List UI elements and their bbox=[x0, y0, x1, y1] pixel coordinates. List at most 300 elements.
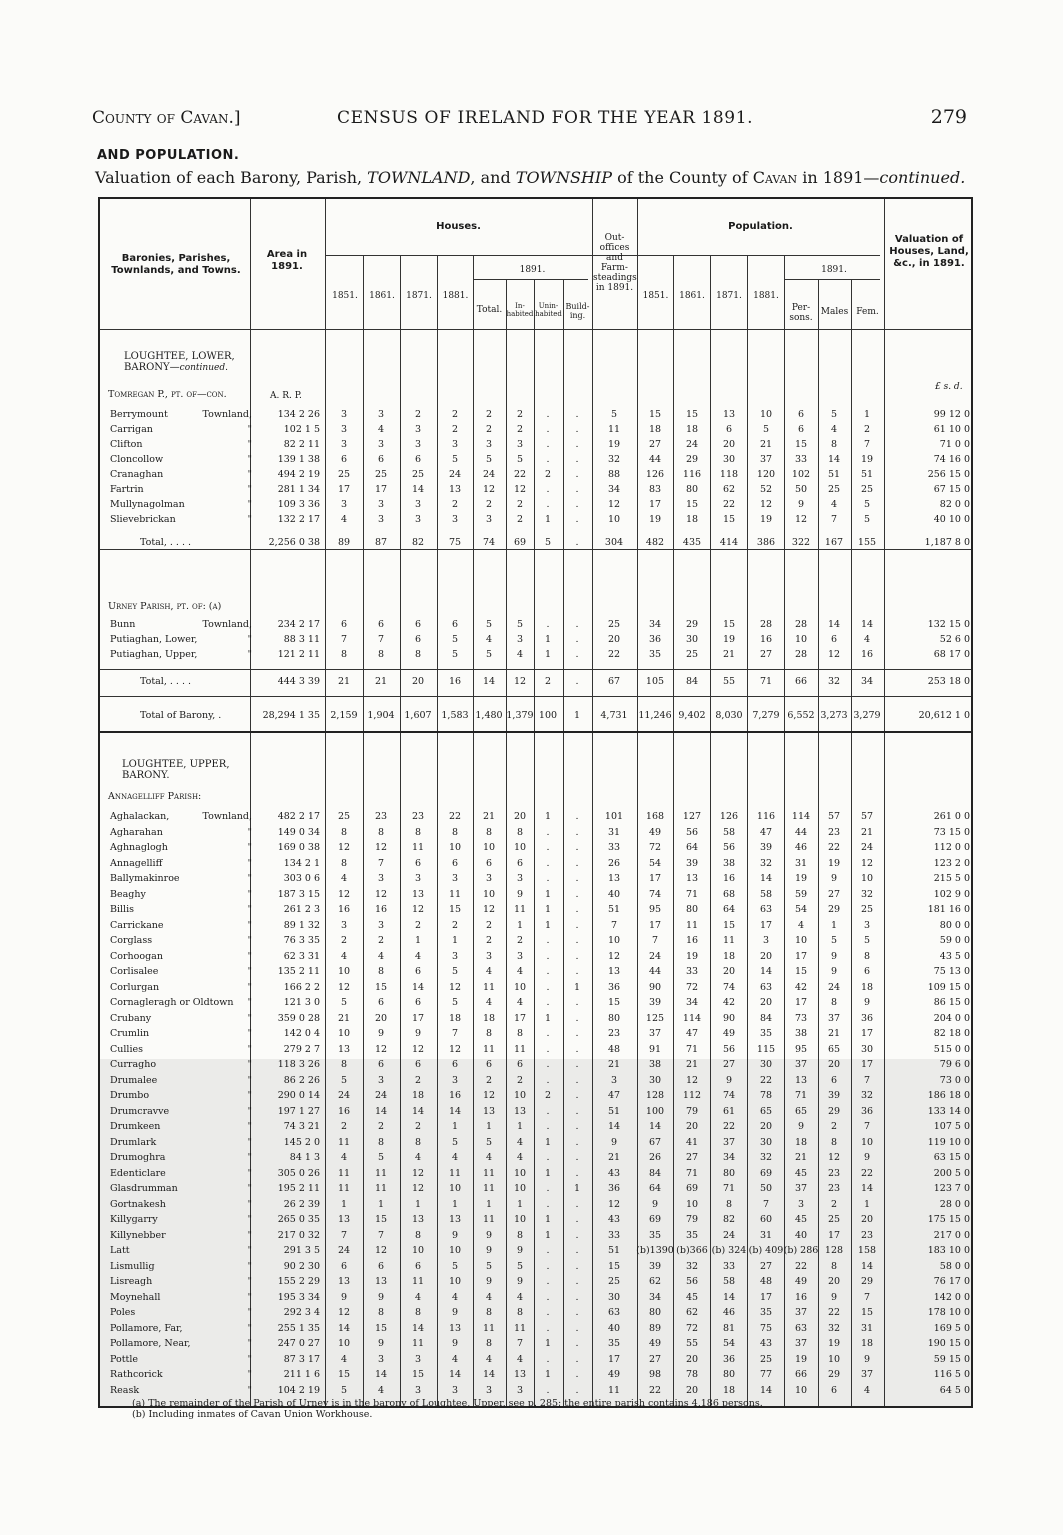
cell: 33 bbox=[722, 1260, 736, 1272]
cell: 128 bbox=[645, 1090, 665, 1101]
cell: 1 bbox=[377, 1198, 385, 1210]
cell: 142 0 0 bbox=[933, 1291, 970, 1303]
cell: (b)1390 bbox=[636, 1245, 674, 1256]
cell: 82 0 0 bbox=[939, 499, 970, 510]
cell: 281 1 34 bbox=[277, 484, 320, 495]
cell: 34 bbox=[648, 1291, 662, 1303]
cell: . bbox=[546, 424, 550, 435]
cell: 8 bbox=[377, 966, 385, 977]
cell: 10 bbox=[759, 409, 773, 420]
cell: 10 bbox=[513, 1167, 527, 1179]
cell: 63 bbox=[759, 904, 773, 915]
cell: 200 5 0 bbox=[933, 1167, 970, 1179]
table-row: Cloncollow " 139 1 38 6 6 6 5 5 5 . . 32 44 29 30 37 33 14 19 74 16 0 bbox=[110, 454, 970, 465]
area-units: A. R. P. bbox=[270, 391, 302, 401]
cell: 3 bbox=[414, 424, 422, 435]
cell: 10 bbox=[685, 1198, 699, 1210]
cell: 1 bbox=[544, 649, 552, 660]
cell: 78 bbox=[759, 1090, 773, 1101]
cell: 1 bbox=[451, 935, 459, 946]
pop-persons: Per-sons. bbox=[789, 303, 813, 323]
cell: 128 bbox=[824, 1245, 844, 1256]
cell: 39 bbox=[648, 1260, 662, 1272]
table-row: Carrigan " 102 1 5 3 4 3 2 2 2 . . 11 18 18 6 5 6 4 2 61 10 0 bbox=[110, 424, 970, 435]
houses-1891: 1891. bbox=[519, 265, 546, 275]
cell: 10 bbox=[860, 873, 874, 884]
cell: 3 bbox=[414, 439, 422, 450]
cell: 68 17 0 bbox=[933, 649, 970, 660]
cell: 62 3 31 bbox=[283, 950, 320, 962]
cell: 29 bbox=[827, 904, 841, 915]
cell: 75 13 0 bbox=[933, 966, 970, 977]
cell: 17 bbox=[860, 1059, 874, 1070]
cell: 20,612 1 0 bbox=[918, 710, 970, 721]
table-subtitle: Valuation of each Barony, Parish, TOWNLAND, and TOWNSHIP of the County of Cavan in 1891—continued. bbox=[95, 168, 966, 187]
cell: 14 bbox=[448, 1369, 462, 1380]
cell: 3 bbox=[340, 409, 348, 420]
cell: 5 bbox=[451, 1260, 459, 1272]
table-row: Clifton " 82 2 11 3 3 3 3 3 3 . . 19 27 24 20 21 15 8 7 71 0 0 bbox=[110, 439, 970, 450]
cell: 123 2 0 bbox=[933, 857, 970, 869]
cell: 27 bbox=[759, 1260, 773, 1272]
cell: 10 bbox=[513, 1090, 527, 1101]
cell: 178 10 0 bbox=[927, 1307, 970, 1318]
cell: 5 bbox=[516, 454, 524, 465]
cell: 67 bbox=[648, 1136, 662, 1148]
cell: 10 bbox=[337, 1338, 351, 1349]
cell: . bbox=[575, 1043, 579, 1055]
cell: 17 bbox=[411, 1012, 425, 1024]
cell: 27 bbox=[759, 649, 773, 660]
cell: 261 0 0 bbox=[933, 811, 970, 822]
cell: 12 bbox=[759, 499, 773, 510]
cell: 21 bbox=[607, 1152, 621, 1163]
cell: 74 bbox=[722, 1090, 736, 1101]
table-row: Cornagleragh or Oldtown " 121 3 0 5 6 6 5 4 4 . . 15 39 34 42 20 17 8 9 86 15 0 bbox=[110, 997, 970, 1008]
cell: 4 bbox=[516, 966, 524, 977]
cell: 16 bbox=[374, 904, 388, 915]
cell: 155 2 29 bbox=[277, 1276, 320, 1287]
cell: 71 bbox=[685, 1043, 699, 1055]
cell: 17 bbox=[337, 484, 351, 495]
cell: 18 bbox=[411, 1090, 425, 1101]
cell: 1 bbox=[544, 1369, 552, 1380]
cell: 134 2 1 bbox=[283, 857, 320, 869]
cell: 414 bbox=[719, 537, 739, 548]
cell: 5 bbox=[863, 499, 871, 510]
cell: 10 bbox=[448, 1183, 462, 1194]
table-row: Lisreagh " 155 2 29 13 13 11 10 9 9 . . 25 62 56 58 48 49 20 29 76 17 0 bbox=[110, 1276, 970, 1287]
cell: 2 bbox=[414, 409, 422, 420]
cell: 3 bbox=[377, 1353, 385, 1365]
cell: 25 bbox=[411, 469, 425, 480]
cell: 24 bbox=[448, 469, 462, 480]
cell: 3 bbox=[414, 1353, 422, 1365]
cell: . bbox=[546, 1276, 550, 1287]
cell: 6 bbox=[414, 997, 422, 1008]
cell: 1 bbox=[451, 1198, 459, 1210]
cell: 102 1 5 bbox=[283, 424, 320, 435]
cell: . bbox=[546, 1291, 550, 1303]
cell: 22 bbox=[794, 1260, 808, 1272]
cell: 66 bbox=[794, 676, 808, 687]
total-label: Total of Barony, . bbox=[140, 710, 222, 721]
cell: . bbox=[575, 888, 579, 900]
cell: 7 bbox=[340, 634, 348, 645]
cell: 49 bbox=[648, 826, 662, 838]
cell: 64 bbox=[685, 842, 699, 853]
cell: 2 bbox=[377, 1121, 385, 1132]
cell: 2,159 bbox=[330, 710, 358, 721]
cell: 3 bbox=[377, 409, 385, 420]
pop-males: Males bbox=[820, 307, 849, 317]
cell: 71 bbox=[685, 1167, 699, 1179]
cell: . bbox=[546, 857, 550, 869]
cell: . bbox=[546, 1028, 550, 1039]
cell: 3 bbox=[340, 439, 348, 450]
cell: 25 bbox=[860, 484, 874, 495]
cell: 6 bbox=[340, 454, 348, 465]
cell: 14 bbox=[759, 873, 773, 884]
cell: 10 bbox=[513, 842, 527, 853]
cell: 8 bbox=[340, 826, 348, 838]
cell: 190 15 0 bbox=[927, 1338, 970, 1349]
cell: 22 bbox=[513, 469, 527, 480]
cell: 19 bbox=[685, 950, 699, 962]
cell: 44 bbox=[794, 826, 808, 838]
cell: 82 18 0 bbox=[933, 1028, 970, 1039]
cell: 4 bbox=[485, 1353, 493, 1365]
cell: 5 bbox=[340, 997, 348, 1008]
cell: 9 bbox=[651, 1198, 659, 1210]
cell: 2 bbox=[377, 935, 385, 946]
cell: 4 bbox=[340, 1152, 348, 1163]
cell: 58 bbox=[722, 826, 736, 838]
cell: 3 bbox=[451, 1384, 459, 1396]
cell: 25 bbox=[685, 649, 699, 660]
cell: 14 bbox=[411, 1105, 425, 1117]
cell: 29 bbox=[827, 1105, 841, 1117]
cell: 14 bbox=[448, 1105, 462, 1117]
cell: 30 bbox=[607, 1291, 621, 1303]
cell: 17 bbox=[759, 919, 773, 931]
cell: 134 2 26 bbox=[277, 409, 320, 420]
cell: 90 bbox=[722, 1012, 736, 1024]
cell: 14 bbox=[860, 1183, 874, 1194]
cell: 3 bbox=[516, 634, 524, 645]
running-header bbox=[92, 108, 967, 134]
cell: 102 9 0 bbox=[933, 888, 970, 900]
cell: 67 15 0 bbox=[933, 484, 970, 495]
cell: 89 1 32 bbox=[283, 919, 320, 931]
cell: 31 bbox=[860, 1322, 874, 1334]
cell: 15 bbox=[374, 981, 388, 993]
cell: 81 bbox=[722, 1322, 736, 1334]
cell: 31 bbox=[794, 857, 808, 869]
table-row: Drumoghra " 84 1 3 4 5 4 4 4 4 . . 21 26 27 34 32 21 12 9 63 15 0 bbox=[110, 1152, 970, 1163]
cell: 56 bbox=[685, 1276, 699, 1287]
cell: 2,256 0 38 bbox=[268, 537, 320, 548]
cell: 9 bbox=[830, 1291, 838, 1303]
cell: 9 bbox=[377, 1028, 385, 1039]
cell: 11 bbox=[411, 1338, 425, 1349]
cell: 21 bbox=[860, 826, 874, 838]
cell: 84 bbox=[759, 1012, 773, 1024]
cell: 217 0 0 bbox=[933, 1229, 970, 1241]
cell: 35 bbox=[685, 1229, 699, 1241]
cell: 11 bbox=[607, 424, 621, 435]
cell: 4 bbox=[377, 424, 385, 435]
cell: 39 bbox=[827, 1090, 841, 1101]
cell: 82 bbox=[411, 537, 425, 548]
cell: 126 bbox=[719, 811, 739, 822]
cell: . bbox=[575, 873, 579, 884]
cell: 265 0 35 bbox=[277, 1214, 320, 1225]
cell: 11 bbox=[374, 1183, 388, 1194]
cell: 10 bbox=[513, 981, 527, 993]
cell: 116 bbox=[682, 469, 702, 480]
cell: 8 bbox=[516, 1307, 524, 1318]
cell: . bbox=[575, 439, 579, 450]
cell: 37 bbox=[794, 1183, 808, 1194]
cell: 18 bbox=[482, 1012, 496, 1024]
cell: 15 bbox=[722, 619, 736, 630]
cell: 39 bbox=[648, 997, 662, 1008]
col-header-name: Baronies, Parishes, Townlands, and Towns. bbox=[111, 253, 241, 276]
cell: 17 bbox=[794, 950, 808, 962]
cell: 7 bbox=[340, 1229, 348, 1241]
cell: 1 bbox=[414, 935, 422, 946]
cell: 22 bbox=[648, 1384, 662, 1396]
cell: 69 bbox=[685, 1183, 699, 1194]
cell: 54 bbox=[794, 904, 808, 915]
cell: 28 bbox=[794, 649, 808, 660]
cell: 34 bbox=[648, 619, 662, 630]
cell: . bbox=[546, 1074, 550, 1086]
cell: 36 bbox=[722, 1353, 736, 1365]
cell: 73 15 0 bbox=[933, 826, 970, 838]
cell: 32 bbox=[685, 1260, 699, 1272]
cell: 261 2 3 bbox=[283, 904, 320, 915]
cell: 2 bbox=[414, 919, 422, 931]
cell: 2 bbox=[485, 1074, 493, 1086]
cell: 247 0 27 bbox=[277, 1338, 320, 1349]
cell: 14 bbox=[722, 1291, 736, 1303]
pop-1891: 1891. bbox=[821, 265, 847, 275]
cell: 204 0 0 bbox=[933, 1012, 970, 1024]
cell: 23 bbox=[607, 1028, 621, 1039]
cell: 38 bbox=[794, 1028, 808, 1039]
cell: . bbox=[546, 935, 550, 946]
cell: 8 bbox=[340, 857, 348, 869]
cell: . bbox=[575, 514, 579, 525]
val-units: £ s. d. bbox=[935, 382, 963, 392]
cell: (b) 286 bbox=[783, 1245, 819, 1256]
cell: 17 bbox=[648, 919, 662, 931]
cell: 22 bbox=[759, 1074, 773, 1086]
cell: 4 bbox=[451, 1152, 459, 1163]
cell: 11 bbox=[411, 1276, 425, 1287]
cell: 10 bbox=[513, 1183, 527, 1194]
cell: 2 bbox=[830, 1121, 838, 1132]
col-header-valuation: Valuation of Houses, Land, &c., in 1891. bbox=[889, 234, 969, 269]
cell: 61 bbox=[722, 1105, 736, 1117]
cell: 123 7 0 bbox=[933, 1183, 970, 1194]
cell: 71 bbox=[685, 888, 699, 900]
table-row: Drumcravve " 197 1 27 16 14 14 14 13 13 . . 51 100 79 61 65 65 29 36 133 14 0 bbox=[110, 1105, 970, 1117]
cell: 1 bbox=[863, 1198, 871, 1210]
table-row: Corglass " 76 3 35 2 2 1 1 2 2 . . 10 7 16 11 3 10 5 5 59 0 0 bbox=[110, 935, 970, 946]
cell: 21 bbox=[759, 439, 773, 450]
cell: . bbox=[575, 499, 579, 510]
cell: 24 bbox=[482, 469, 496, 480]
cell: 2 bbox=[830, 1198, 838, 1210]
cell: 3 bbox=[516, 950, 524, 962]
cell: . bbox=[575, 1307, 579, 1318]
cell: 57 bbox=[860, 811, 874, 822]
cell: 3 bbox=[414, 499, 422, 510]
cell: 84 1 3 bbox=[289, 1152, 320, 1163]
cell: . bbox=[575, 649, 579, 660]
pop-1861: 1861. bbox=[679, 291, 705, 301]
footnote-a: (a) The remainder of the Parish of Urney is in the barony of Loughtee, Upper, see p. 285; the entire parish contains 4,186 persons. bbox=[132, 1398, 763, 1409]
cell: 1 bbox=[863, 409, 871, 420]
cell: 5 bbox=[544, 537, 552, 548]
cell: 8 bbox=[863, 950, 871, 962]
cell: 1 bbox=[544, 888, 552, 900]
cell: 52 bbox=[759, 484, 773, 495]
cell: 89 bbox=[648, 1322, 662, 1334]
cell: 322 bbox=[791, 537, 811, 548]
cell: 7 bbox=[451, 1028, 459, 1039]
cell: 17 bbox=[794, 997, 808, 1008]
cell: 82 2 11 bbox=[283, 439, 320, 450]
cell: 62 bbox=[722, 484, 736, 495]
cell: 195 2 11 bbox=[277, 1183, 320, 1194]
cell: 14 bbox=[411, 484, 425, 495]
cell: 32 bbox=[759, 1152, 773, 1163]
cell: 12 bbox=[860, 857, 874, 869]
cell: 87 3 17 bbox=[283, 1353, 320, 1365]
cell: 444 3 39 bbox=[277, 676, 320, 687]
cell: 16 bbox=[685, 935, 699, 946]
cell: 24 bbox=[827, 981, 841, 993]
cell: . bbox=[546, 1183, 550, 1194]
cell: 6 bbox=[414, 966, 422, 977]
cell: 6 bbox=[797, 424, 805, 435]
cell: 1 bbox=[544, 634, 552, 645]
cell: 11 bbox=[337, 1183, 351, 1194]
cell: 90 bbox=[648, 981, 662, 993]
cell: 47 bbox=[607, 1090, 621, 1101]
table-row: Glasdrumman " 195 2 11 11 11 12 10 11 10 . 1 36 64 69 71 50 37 23 14 123 7 0 bbox=[110, 1183, 970, 1194]
cell: 10 bbox=[448, 1276, 462, 1287]
cell: 8,030 bbox=[715, 710, 743, 721]
cell: 34 bbox=[722, 1152, 736, 1163]
cell: 3 bbox=[340, 499, 348, 510]
cell: 55 bbox=[685, 1338, 699, 1349]
houses-total: Total. bbox=[476, 305, 503, 315]
cell: 6 bbox=[377, 1260, 385, 1272]
table-row: Cullies " 279 2 7 13 12 12 12 11 11 . . 48 91 71 56 115 95 65 30 515 0 0 bbox=[110, 1043, 970, 1055]
cell: . bbox=[575, 1167, 579, 1179]
table-row bbox=[100, 710, 975, 724]
cell: . bbox=[575, 1260, 579, 1272]
cell: 8 bbox=[340, 1059, 348, 1070]
cell: 1 bbox=[544, 1167, 552, 1179]
cell: 11,246 bbox=[638, 710, 672, 721]
cell: 125 bbox=[645, 1012, 665, 1024]
cell: 4 bbox=[485, 966, 493, 977]
cell: 56 bbox=[722, 842, 736, 853]
cell: 6 bbox=[414, 1260, 422, 1272]
cell: 84 bbox=[648, 1167, 662, 1179]
cell: 4 bbox=[516, 1353, 524, 1365]
cell: 12 bbox=[794, 514, 808, 525]
cell: 12 bbox=[513, 484, 527, 495]
cell: 21 bbox=[722, 649, 736, 660]
table-row bbox=[100, 537, 975, 551]
cell: 13 bbox=[374, 1276, 388, 1287]
cell: 3 bbox=[610, 1074, 618, 1086]
cell: 25 bbox=[827, 1214, 841, 1225]
cell: 8 bbox=[414, 1229, 422, 1241]
cell: 37 bbox=[860, 1369, 874, 1380]
cell: 10 bbox=[794, 1384, 808, 1396]
cell: . bbox=[575, 619, 579, 630]
cell: 23 bbox=[827, 1183, 841, 1194]
cell: 42 bbox=[794, 981, 808, 993]
cell: . bbox=[546, 1105, 550, 1117]
cell: 4 bbox=[516, 997, 524, 1008]
cell: 20 bbox=[685, 1384, 699, 1396]
cell: 15 bbox=[685, 409, 699, 420]
cell: 5 bbox=[451, 634, 459, 645]
cell: 1 bbox=[340, 1198, 348, 1210]
cell: 80 bbox=[722, 1369, 736, 1380]
cell: 15 bbox=[374, 1322, 388, 1334]
cell: 20 bbox=[722, 439, 736, 450]
cell: 3 bbox=[485, 1384, 493, 1396]
cell: 149 0 34 bbox=[277, 826, 320, 838]
cell: 28 0 0 bbox=[939, 1198, 970, 1210]
cell: 1,187 8 0 bbox=[924, 537, 970, 548]
cell: 15 bbox=[722, 514, 736, 525]
cell: 57 bbox=[827, 811, 841, 822]
cell: (b)366 bbox=[676, 1245, 708, 1256]
cell: 6 bbox=[451, 619, 459, 630]
cell: 8 bbox=[830, 1136, 838, 1148]
cell: 1 bbox=[573, 710, 581, 721]
cell: 14 bbox=[759, 1384, 773, 1396]
cell: 9 bbox=[451, 1229, 459, 1241]
cell: 186 18 0 bbox=[927, 1090, 970, 1101]
cell: 24 bbox=[337, 1090, 351, 1101]
cell: 6 bbox=[377, 454, 385, 465]
cell: 20 bbox=[722, 966, 736, 977]
cell: 183 10 0 bbox=[927, 1245, 970, 1256]
section-heading: AND POPULATION. bbox=[97, 148, 240, 163]
cell: . bbox=[575, 1384, 579, 1396]
cell: 16 bbox=[794, 1291, 808, 1303]
table-row: Corlurgan " 166 2 2 12 15 14 12 11 10 . 1 36 90 72 74 63 42 24 18 109 15 0 bbox=[110, 981, 970, 993]
cell: 25 bbox=[337, 811, 351, 822]
cell: 12 bbox=[482, 1090, 496, 1101]
cell: 72 bbox=[648, 842, 662, 853]
cell: 6 bbox=[516, 857, 524, 869]
cell: 73 0 0 bbox=[939, 1074, 970, 1086]
cell: 18 bbox=[794, 1136, 808, 1148]
